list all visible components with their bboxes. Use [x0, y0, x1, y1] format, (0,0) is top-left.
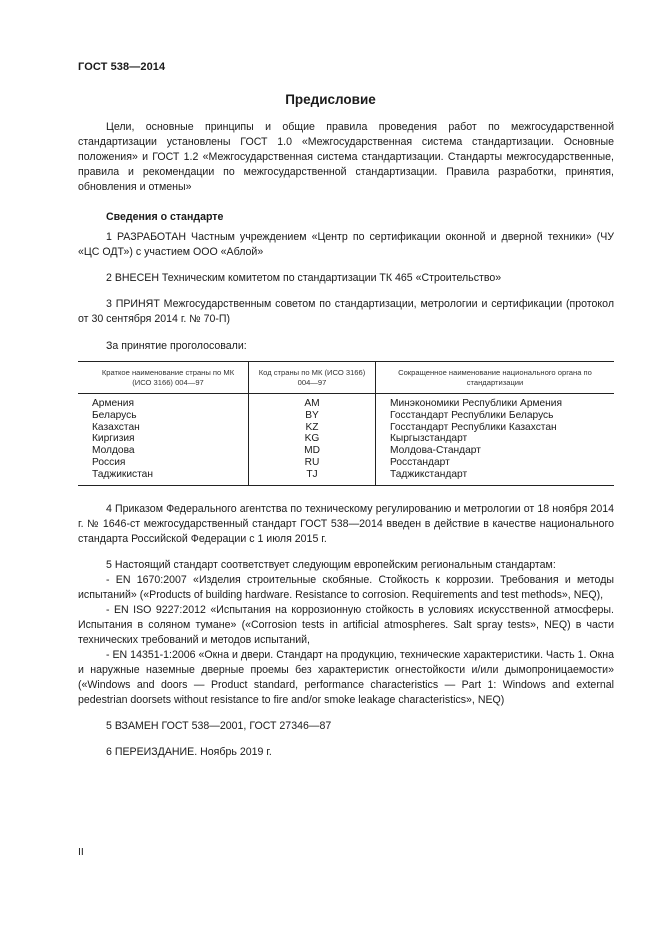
standards-body: Таджикстандарт — [376, 469, 615, 485]
table-row — [78, 422, 614, 434]
header-code: Код страны по МК (ИСО 3166) 004—97 — [249, 362, 376, 394]
item-replaces: 5 ВЗАМЕН ГОСТ 538—2001, ГОСТ 27346—87 — [106, 719, 332, 732]
standards-body: Кыргызстандарт — [376, 433, 615, 445]
item-reissue: 6 ПЕРЕИЗДАНИЕ. Ноябрь 2019 г. — [106, 745, 272, 758]
standards-body: Минэкономики Республики Армения — [376, 394, 615, 410]
country-name: Россия — [92, 456, 126, 468]
table-row — [78, 469, 614, 485]
country-name: Армения — [92, 398, 134, 409]
item-4: 4 Приказом Федерального агентства по техническому регулированию и метрологии от 18 ноября 2014 г. № 1646-ст межгосударственный стандарт ГОСТ 538—2014 введен в действие в качестве национального стандарта Российской Федерации с 1 июля 2015 г. — [78, 502, 614, 545]
country-code: RU — [249, 457, 376, 469]
preface-body — [78, 120, 614, 760]
country-name: Киргизия — [92, 433, 135, 445]
country-code: AM — [249, 394, 376, 410]
header-body: Сокращенное наименование национального органа по стандартизации — [376, 362, 615, 394]
standards-body: Госстандарт Республики Казахстан — [376, 422, 615, 434]
country-name: Казахстан — [92, 421, 140, 433]
country-name: Молдова — [92, 445, 135, 457]
table-header-row — [78, 362, 614, 394]
country-code: MD — [249, 445, 376, 457]
table-row — [78, 445, 614, 457]
table-row — [78, 410, 614, 422]
table-row — [78, 394, 614, 410]
table-row — [78, 433, 614, 445]
standards-body: Госстандарт Республики Беларусь — [376, 410, 615, 422]
page-title: Предисловие — [285, 92, 376, 107]
country-code: BY — [249, 410, 376, 422]
item-3: 3 ПРИНЯТ Межгосударственным советом по стандартизации, метрологии и сертификации (протокол от 30 сентября 2014 г. № 70-П) — [78, 298, 614, 325]
page-number: II — [78, 846, 84, 858]
vote-label: За принятие проголосовали: — [106, 340, 247, 352]
item-1: 1 РАЗРАБОТАН Частным учреждением «Центр по сертификации оконной и дверной техники» (ЧУ «ЦС ОДТ») с участием ООО «Аблой» — [78, 231, 614, 258]
table-row — [78, 457, 614, 469]
country-code: KG — [249, 433, 376, 445]
item-5-entry-en9227: - EN ISO 9227:2012 «Испытания на коррозионную стойкость в условиях искусственной атмосферы. Испытания в соляном тумане» («Corrosion tests in artificial atmospheres. Salt spray tests», NEQ) в части технических требований и методов испытаний, — [78, 603, 614, 646]
item-2: 2 ВНЕСЕН Техническим комитетом по стандартизации ТК 465 «Строительство» — [106, 272, 502, 284]
about-heading: Сведения о стандарте — [106, 211, 224, 223]
item-5-entry-en14351: - EN 14351-1:2006 «Окна и двери. Стандарт на продукцию, технические характеристики. Часть 1. Окна и наружные наземные дверные проемы без характеристик огнестойкости и/или дымопроницаемости» («Windows and doors — Product standard, performance characteristics — Part 1: Windows and external pedestrian doorsets without resistance to fire and/or smoke leakage characteristics», NEQ) — [78, 648, 614, 706]
standards-body: Молдова-Стандарт — [376, 445, 615, 457]
header-country: Краткое наименование страны по МК (ИСО 3166) 004—97 — [78, 362, 249, 394]
country-name: Таджикистан — [78, 469, 249, 485]
item-5-lead: 5 Настоящий стандарт соответствует следующим европейским региональным стандартам: — [106, 558, 556, 571]
document-number: ГОСТ 538—2014 — [78, 61, 166, 73]
item-5-entry-en1670: - EN 1670:2007 «Изделия строительные скобяные. Стойкость к коррозии. Требования и методы испытаний» («Products of building hardware. Resistance to corrosion. Requirements and test methods», NEQ), — [78, 573, 614, 601]
country-code: TJ — [249, 469, 376, 485]
country-name: Беларусь — [92, 409, 137, 421]
country-code: KZ — [249, 422, 376, 434]
standards-body: Росстандарт — [376, 457, 615, 469]
voting-table — [78, 361, 614, 486]
intro-paragraph: Цели, основные принципы и общие правила проведения работ по межгосударственной стандартизации установлены ГОСТ 1.0 «Межгосударственная система стандартизации. Основные положения» и ГОСТ 1.2 «Межгосударственная система стандартизации. Стандарты межгосударственные, правила и рекомендации по межгосударственной стандартизации. Правила разработки, принятия, обновления и отмены» — [78, 121, 614, 193]
